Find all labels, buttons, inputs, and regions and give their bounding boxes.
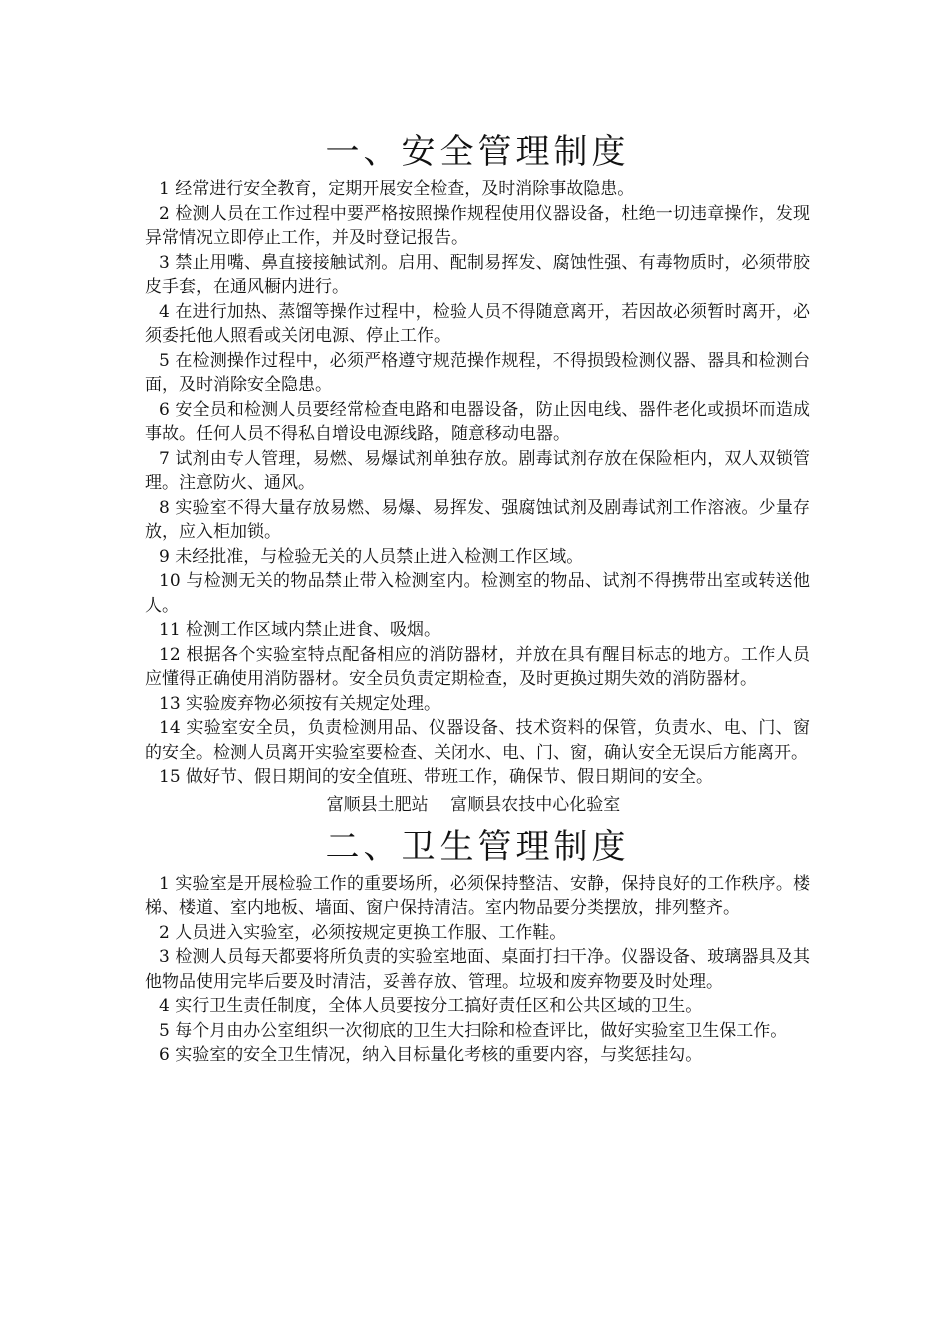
- issuer-signature: 富顺县土肥站 富顺县农技中心化验室: [326, 794, 621, 815]
- safety-rule-10: 10 与检测无关的物品禁止带入检测室内。检测室的物品、试剂不得携带出室或转送他人。: [145, 571, 810, 616]
- hygiene-rule-4: 4 实行卫生责任制度，全体人员要按分工搞好责任区和公共区域的卫生。: [159, 996, 703, 1016]
- safety-rule-14: 14 实验室安全员，负责检测用品、仪器设备、技术资料的保管，负责水、电、门、窗的安全。检测人员离开实验室要检查、关闭水、电、门、窗，确认安全无误后方能离开。: [145, 718, 810, 763]
- safety-rule-5: 5 在检测操作过程中，必须严格遵守规范操作规程，不得损毁检测仪器、器具和检测台面，及时消除安全隐患。: [145, 350, 810, 395]
- safety-rule-7: 7 试剂由专人管理，易燃、易爆试剂单独存放。剧毒试剂存放在保险柜内，双人双锁管理。注意防火、通风。: [145, 448, 810, 493]
- safety-rule-8: 8 实验室不得大量存放易燃、易爆、易挥发、强腐蚀试剂及剧毒试剂工作溶液。少量存放，应入柜加锁。: [145, 497, 810, 542]
- section-title-hygiene: 二、卫生管理制度: [325, 826, 630, 867]
- hygiene-rule-5: 5 每个月由办公室组织一次彻底的卫生大扫除和检查评比，做好实验室卫生保工作。: [159, 1020, 788, 1041]
- safety-rule-15: 15 做好节、假日期间的安全值班、带班工作，确保节、假日期间的安全。: [159, 767, 714, 787]
- safety-rule-1: 1 经常进行安全教育，定期开展安全检查，及时消除事故隐患。: [159, 179, 635, 199]
- safety-rule-2: 2 检测人员在工作过程中要严格按照操作规程使用仪器设备，杜绝一切违章操作，发现异常情况立即停止工作，并及时登记报告。: [145, 203, 810, 248]
- safety-rule-12: 12 根据各个实验室特点配备相应的消防器材，并放在具有醒目标志的地方。工作人员应懂得正确使用消防器材。安全员负责定期检查，及时更换过期失效的消防器材。: [145, 644, 810, 689]
- hygiene-rule-1: 1 实验室是开展检验工作的重要场所，必须保持整洁、安静，保持良好的工作秩序。楼梯、楼道、室内地板、墙面、窗户保持清洁。室内物品要分类摆放，排列整齐。: [145, 873, 810, 918]
- document-content: [145, 127, 810, 1068]
- section-title-safety: 一、安全管理制度: [325, 132, 630, 172]
- safety-rule-4: 4 在进行加热、蒸馏等操作过程中，检验人员不得随意离开，若因故必须暂时离开，必须委托他人照看或关闭电源、停止工作。: [145, 301, 810, 346]
- hygiene-rule-6: 6 实验室的安全卫生情况，纳入目标量化考核的重要内容，与奖惩挂勾。: [159, 1045, 703, 1065]
- safety-rule-9: 9 未经批准，与检验无关的人员禁止进入检测工作区域。: [159, 546, 584, 567]
- hygiene-rule-2: 2 人员进入实验室，必须按规定更换工作服、工作鞋。: [159, 922, 567, 943]
- safety-rule-13: 13 实验废弃物必须按有关规定处理。: [159, 693, 442, 714]
- hygiene-rule-3: 3 检测人员每天都要将所负责的实验室地面、桌面打扫干净。仪器设备、玻璃器具及其他物品使用完毕后要及时清洁，妥善存放、管理。垃圾和废弃物要及时处理。: [145, 947, 810, 992]
- safety-rule-11: 11 检测工作区域内禁止进食、吸烟。: [159, 620, 442, 640]
- safety-rule-6: 6 安全员和检测人员要经常检查电路和电器设备，防止因电线、器件老化或损坏而造成事故。任何人员不得私自增设电源线路，随意移动电器。: [145, 399, 810, 444]
- safety-rule-3: 3 禁止用嘴、鼻直接接触试剂。启用、配制易挥发、腐蚀性强、有毒物质时，必须带胶皮手套，在通风橱内进行。: [145, 252, 810, 297]
